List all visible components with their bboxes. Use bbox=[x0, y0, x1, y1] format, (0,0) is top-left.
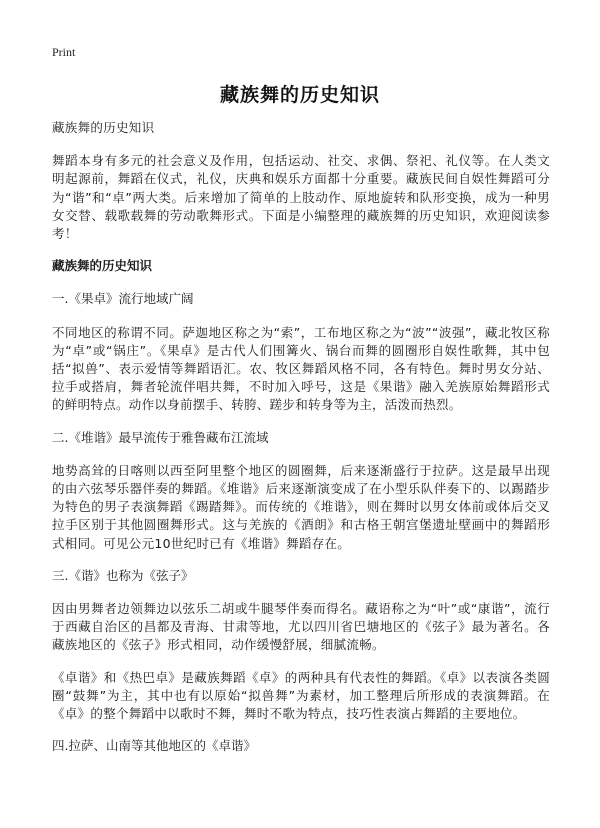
page-title: 藏族舞的历史知识 bbox=[219, 84, 380, 106]
section-heading-5: 四.拉萨、山南等其他地区的《卓谐》 bbox=[52, 738, 256, 754]
section-heading-3: 三.《谐》也称为《弦子》 bbox=[52, 567, 194, 583]
section-body-3: 因由男舞者边领舞边以弦乐二胡或牛腿琴伴奏而得名。藏语称之为“叶”或“康谐”，流行于西藏自治区的昌都及青海、甘肃等地，尤以四川省巴塘地区的《弦子》最为著名。各藏族地区的《弦子》形式相同，动作缓慢舒展，细腻流畅。 bbox=[52, 601, 550, 653]
section-heading-1: 一.《果卓》流行地域广阔 bbox=[52, 291, 194, 307]
bold-section-heading: 藏族舞的历史知识 bbox=[52, 258, 153, 274]
article-subtitle: 藏族舞的历史知识 bbox=[52, 120, 155, 135]
article-content bbox=[52, 119, 550, 770]
print-link[interactable]: Print bbox=[52, 45, 76, 59]
section-body-1: 不同地区的称谓不同。萨迦地区称之为“索”，工布地区称之为“波”“波强”，藏北牧区称为“卓”或“锅庄”。《果卓》是古代人们围篝火、锅台而舞的圆圈形自娱性歌舞，其中包括“拟兽”、表示爱情等舞蹈语汇。农、牧区舞蹈风格不同，各有特色。舞时男女分站、拉手或搭肩，舞者轮流伴唱共舞，不时加入呼号，这是《果谐》融入羌族原始舞蹈形式的鲜明特点。动作以身前摆手、转胯、蹉步和转身等为主，活泼而热烈。 bbox=[52, 324, 550, 413]
intro-paragraph: 舞蹈本身有多元的社会意义及作用，包括运动、社交、求偶、祭祀、礼仪等。在人类文明起源前，舞蹈在仪式，礼仪，庆典和娱乐方面都十分重要。藏族民间自娱性舞蹈可分为“谐”和“卓”两大类。后来增加了简单的上肢动作、原地旋转和队形变换，成为一种男女交替、载歌载舞的劳动歌舞形式。下面是小编整理的藏族舞的历史知识，欢迎阅读参考！ bbox=[52, 153, 550, 242]
section-body-4: 《卓谐》和《热巴卓》是藏族舞蹈《卓》的两种具有代表性的舞蹈。《卓》以表演各类圆圈“鼓舞”为主，其中也有以原始“拟兽舞”为素材，加工整理后所形成的表演舞蹈。在《卓》的整个舞蹈中以歌时不舞，舞时不歌为特点，技巧性表演占舞蹈的主要地位。 bbox=[52, 669, 550, 722]
section-body-2: 地势高耸的日喀则以西至阿里整个地区的圆圈舞，后来逐渐盛行于拉萨。这是最早出现的由六弦琴乐器伴奏的舞蹈。《堆谐》后来逐渐演变成了在小型乐队伴奏下的、以踢踏步为特色的男子表演舞蹈《踢踏舞》。而传统的《堆谐》，则在舞时以男女体前或体后交叉拉手区别于其他圆圈舞形式。这与羌族的《酒朗》和古格王朝宫堡遗址壁画中的舞蹈形式相同。可见公元10世纪时已有《堆谐》舞蹈存在。 bbox=[52, 462, 550, 551]
section-heading-2: 二.《堆谐》最早流传于雅鲁藏布江流域 bbox=[52, 429, 269, 445]
